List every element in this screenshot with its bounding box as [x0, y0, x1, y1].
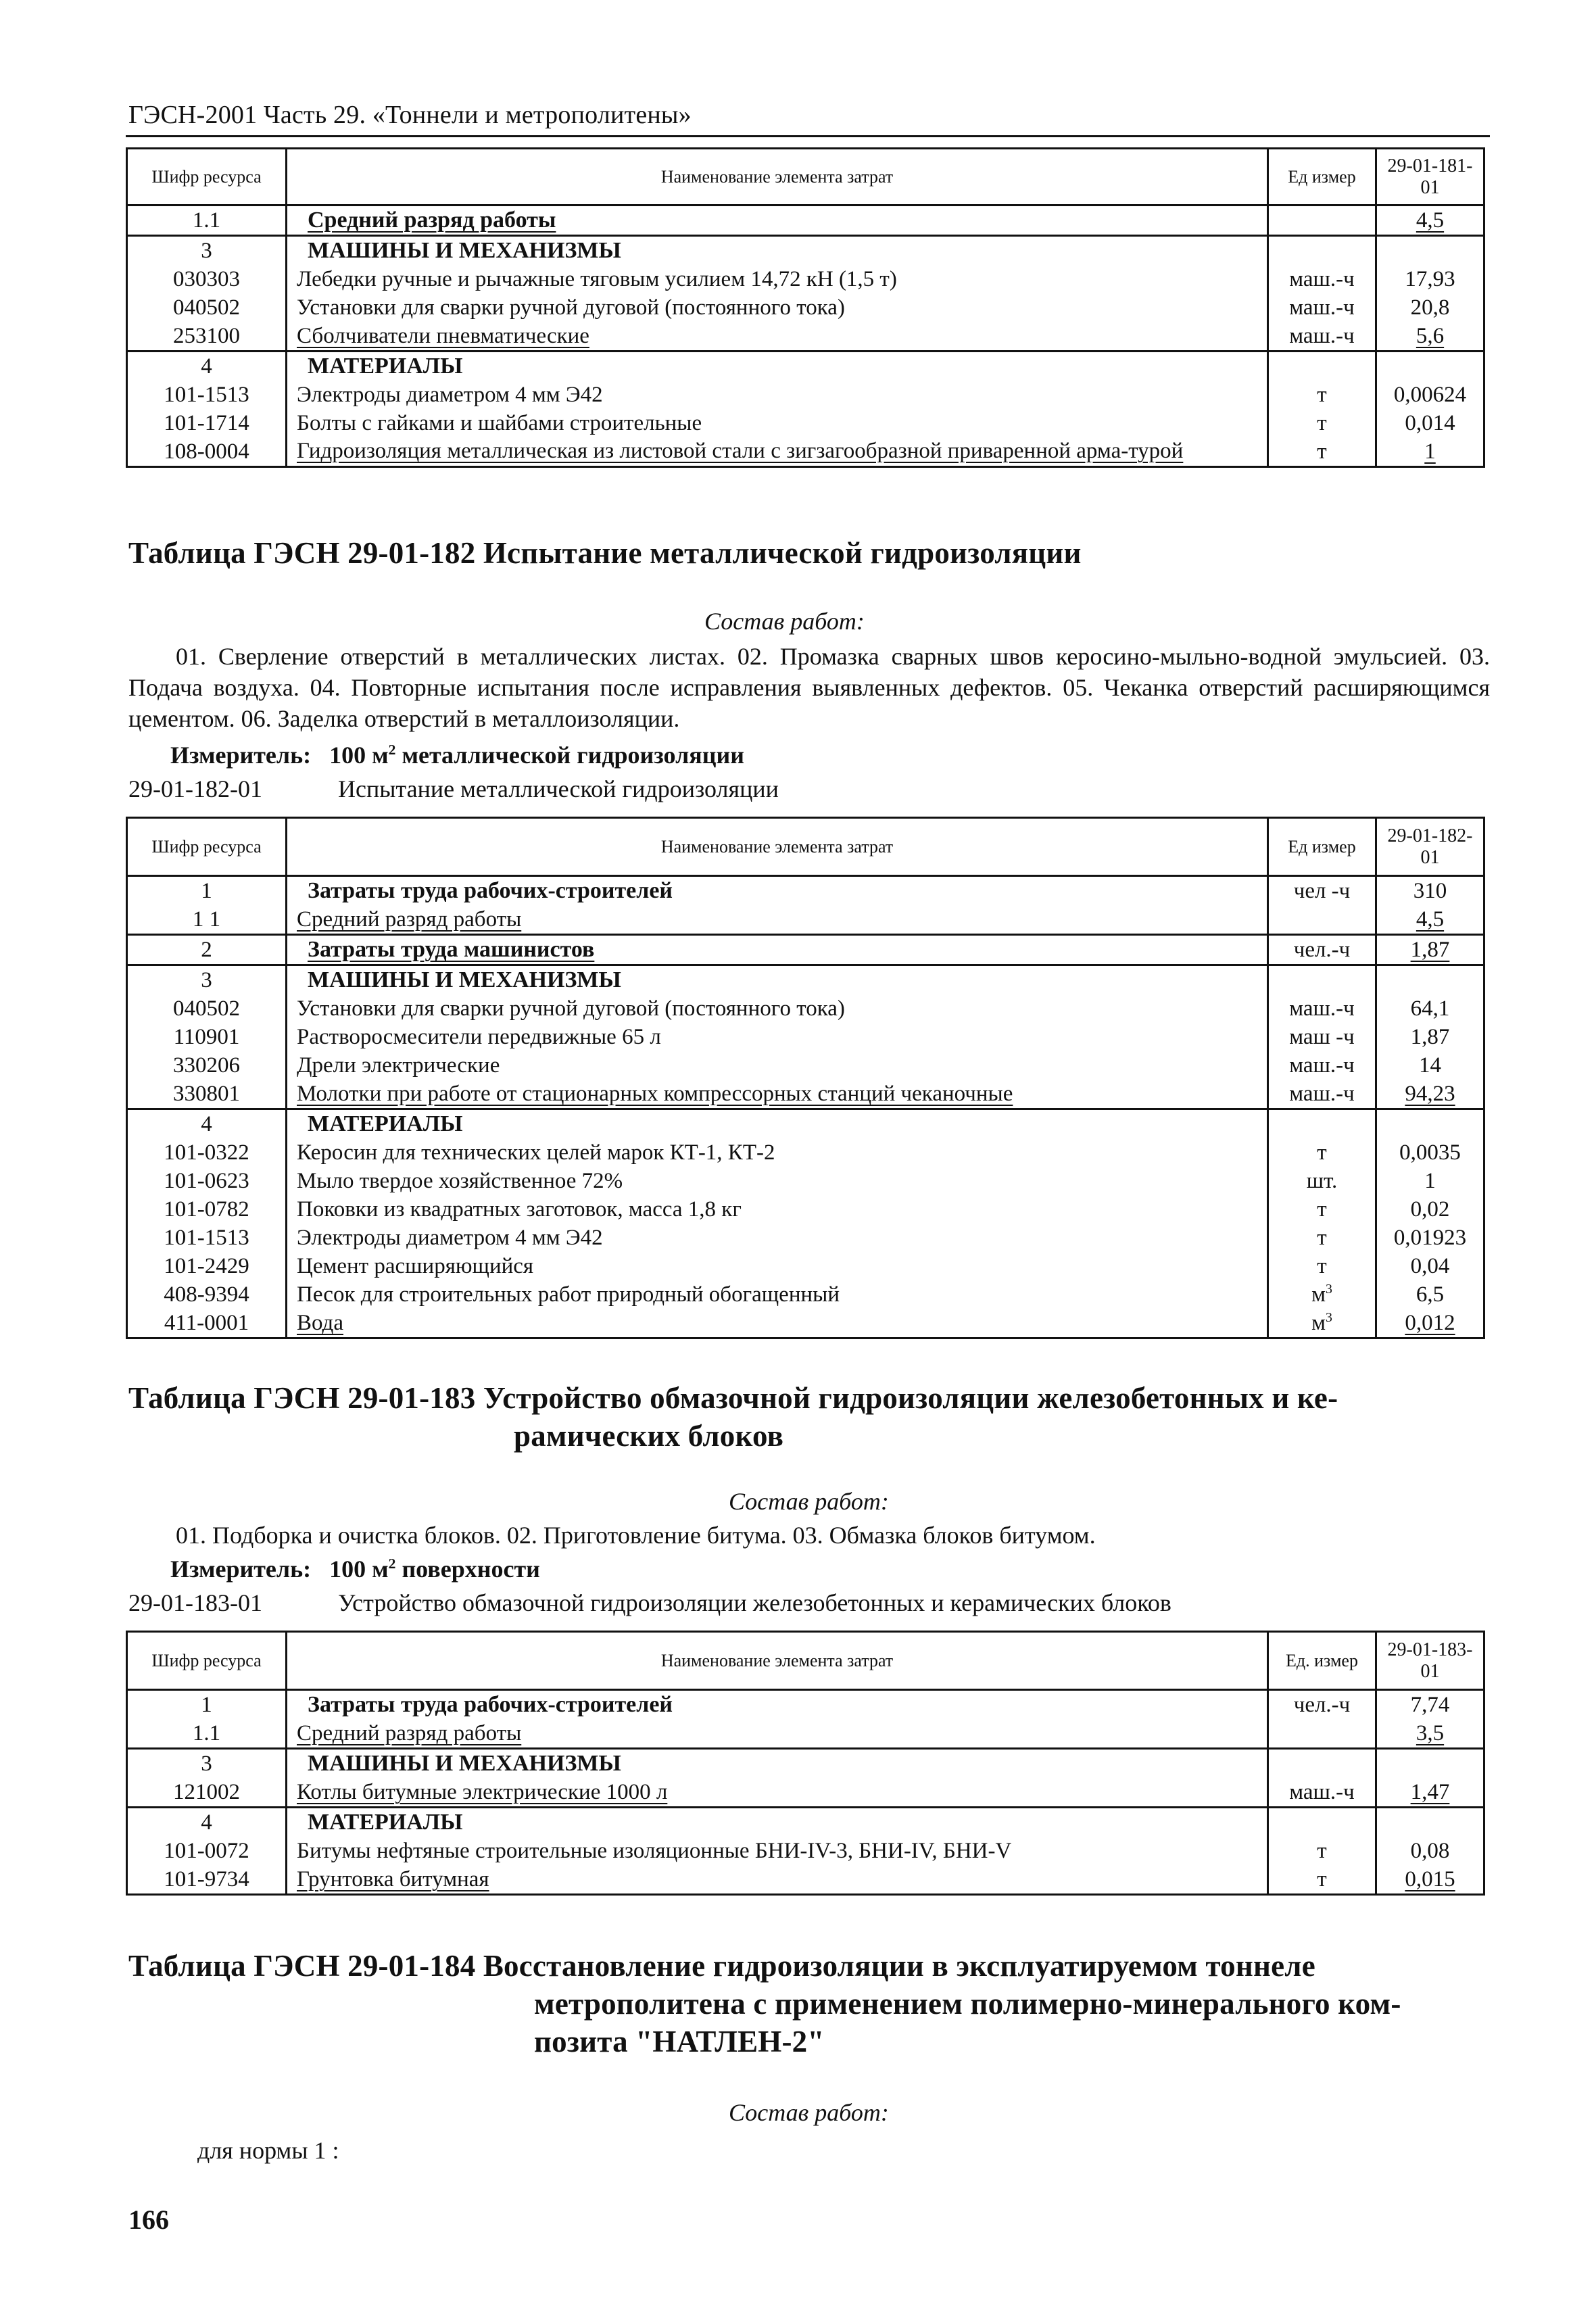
cell-unit: [1268, 905, 1376, 935]
header-rule: [126, 135, 1490, 137]
table-title-183-line1: Таблица ГЭСН 29-01-183 Устройство обмазочной гидроизоляции железобетонных и ке-: [128, 1381, 1338, 1415]
cell-unit: $м^3$: [1268, 1309, 1376, 1338]
cell-unit: маш.-ч: [1268, 265, 1376, 293]
cell-code: 101-0782: [127, 1195, 287, 1224]
cell-val: 0,02: [1376, 1195, 1484, 1224]
table-row: [127, 1195, 1484, 1224]
norm-subtitle: [128, 775, 779, 803]
cell-unit: [1268, 965, 1376, 995]
table-title-184: [128, 1947, 1501, 2060]
cell-unit: т: [1268, 1138, 1376, 1167]
work-composition-label: Состав работ:: [729, 2099, 889, 2126]
cell-val: 20,8: [1376, 293, 1484, 322]
measure-sup: 2: [388, 742, 396, 758]
table-row: [127, 935, 1484, 965]
cell-code: 253100: [127, 322, 287, 352]
cell-code: 101-2429: [127, 1252, 287, 1280]
cell-code: 101-0623: [127, 1167, 287, 1195]
table-row: [127, 1808, 1484, 1837]
table-title-183-line2: рамических блоков: [514, 1419, 784, 1453]
cell-name: Средний разряд работы: [287, 905, 1268, 935]
cell-unit: маш.-ч: [1268, 1080, 1376, 1109]
cell-code: 101-9734: [127, 1865, 287, 1895]
norm-name: Устройство обмазочной гидроизоляции железобетонных и керамических блоков: [338, 1589, 1171, 1616]
unit-sup: 3: [1326, 1310, 1332, 1325]
cell-code: 101-1714: [127, 409, 287, 437]
cell-val: 64,1: [1376, 994, 1484, 1023]
column-header-code: Шифр ресурса: [127, 1632, 287, 1690]
cell-unit: т: [1268, 437, 1376, 467]
table-title-184-line2: метрополитена с применением полимерно-минерального ком-: [534, 1987, 1401, 2021]
cell-code: 4: [127, 352, 287, 381]
cell-val: 0,014: [1376, 409, 1484, 437]
cell-code: 3: [127, 236, 287, 266]
cell-unit: [1268, 236, 1376, 266]
cell-unit: [1268, 352, 1376, 381]
table-row: [127, 1837, 1484, 1865]
cell-name: Керосин для технических целей марок КТ-1, КТ-2: [287, 1138, 1268, 1167]
table-title-182: Таблица ГЭСН 29-01-182 Испытание металлической гидроизоляции: [128, 536, 1082, 570]
cell-unit: маш.-ч: [1268, 994, 1376, 1023]
cell-name: Лебедки ручные и рычажные тяговым усилием 14,72 кН (1,5 т): [287, 265, 1268, 293]
cell-unit: т: [1268, 381, 1376, 409]
measure-line: [170, 1555, 540, 1583]
cell-name: Средний разряд работы: [287, 1719, 1268, 1749]
cell-unit: т: [1268, 1195, 1376, 1224]
cell-val: 4,5: [1376, 206, 1484, 236]
table-row: [127, 1224, 1484, 1252]
measure-label: Измеритель:: [170, 742, 312, 769]
measure-line: [170, 741, 744, 769]
cell-code: 411-0001: [127, 1309, 287, 1338]
cell-val: 1: [1376, 437, 1484, 467]
cell-unit: [1268, 1808, 1376, 1837]
for-norm-label: для нормы 1 :: [197, 2137, 339, 2164]
measure-sup: 2: [388, 1555, 396, 1572]
cell-unit: чел.-ч: [1268, 935, 1376, 965]
column-header-norm: 29-01-181-01: [1376, 149, 1484, 206]
cell-name: Электроды диаметром 4 мм Э42: [287, 381, 1268, 409]
cell-unit: маш.-ч: [1268, 1778, 1376, 1808]
work-composition-text: 01. Сверление отверстий в металлических листах. 02. Промазка сварных швов керосино-мыльно-водной эмульсией. 03. Подача воздуха. 04. Повторные испытания после исправления выявленных дефектов. 05. Чеканка отверстий расширяющимся цементом. 06. Заделка отверстий в металлоизоляции.: [128, 643, 1490, 732]
cell-unit: $м^3$: [1268, 1280, 1376, 1309]
table-row: [127, 1109, 1484, 1139]
cell-val: 0,015: [1376, 1865, 1484, 1895]
running-head: ГЭСН-2001 Часть 29. «Тоннели и метрополитены»: [128, 101, 692, 129]
measure-rest: поверхности: [402, 1555, 540, 1583]
cell-unit: т: [1268, 409, 1376, 437]
cell-name: МАШИНЫ И МЕХАНИЗМЫ: [287, 965, 1268, 995]
cell-name: Гидроизоляция металлическая из листовой стали с зигзагообразной приваренной арма-турой: [287, 437, 1268, 467]
cell-name: Грунтовка битумная: [287, 1865, 1268, 1895]
cell-unit: [1268, 206, 1376, 236]
column-header-norm: 29-01-183-01: [1376, 1632, 1484, 1690]
cell-val: 6,5: [1376, 1280, 1484, 1309]
cell-val: 1: [1376, 1167, 1484, 1195]
cell-code: 408-9394: [127, 1280, 287, 1309]
column-header-name: Наименование элемента затрат: [287, 818, 1268, 876]
table-row: [127, 1080, 1484, 1109]
table-row: [127, 965, 1484, 995]
cell-unit: чел.-ч: [1268, 1690, 1376, 1720]
table-row: [127, 1023, 1484, 1051]
table-row: [127, 206, 1484, 236]
cell-name: МАШИНЫ И МЕХАНИЗМЫ: [287, 1749, 1268, 1779]
cell-unit: т: [1268, 1224, 1376, 1252]
cell-val: [1376, 965, 1484, 995]
cell-code: 1.1: [127, 206, 287, 236]
table-row: [127, 1719, 1484, 1749]
cell-val: 94,23: [1376, 1080, 1484, 1109]
measure-rest: металлической гидроизоляции: [402, 742, 744, 769]
measure-label: Измеритель:: [170, 1555, 312, 1583]
cell-val: 1,47: [1376, 1778, 1484, 1808]
table-row: [127, 1309, 1484, 1338]
cell-val: 0,04: [1376, 1252, 1484, 1280]
column-header-code: Шифр ресурса: [127, 818, 287, 876]
table-row: [127, 1778, 1484, 1808]
cell-unit: маш -ч: [1268, 1023, 1376, 1051]
cell-code: 121002: [127, 1778, 287, 1808]
table-row: [127, 994, 1484, 1023]
cell-unit: [1268, 1749, 1376, 1779]
cell-name: МАШИНЫ И МЕХАНИЗМЫ: [287, 236, 1268, 266]
table-row: [127, 236, 1484, 266]
column-header-name: Наименование элемента затрат: [287, 149, 1268, 206]
cell-unit: т: [1268, 1837, 1376, 1865]
norm-code: 29-01-183-01: [128, 1589, 262, 1616]
cell-val: 0,0035: [1376, 1138, 1484, 1167]
table-title-184-line1: Таблица ГЭСН 29-01-184 Восстановление гидроизоляции в эксплуатируемом тоннеле: [128, 1949, 1315, 1983]
cell-name: Затраты труда машинистов: [287, 935, 1268, 965]
cell-unit: т: [1268, 1865, 1376, 1895]
cell-code: 4: [127, 1109, 287, 1139]
table-body: [127, 206, 1484, 467]
cell-name: Молотки при работе от стационарных компрессорных станций чеканочные: [287, 1080, 1268, 1109]
table-row: [127, 322, 1484, 352]
cell-name: Установки для сварки ручной дуговой (постоянного тока): [287, 994, 1268, 1023]
table-row: [127, 1865, 1484, 1895]
table-row: [127, 381, 1484, 409]
cell-code: 3: [127, 1749, 287, 1779]
cell-unit: [1268, 1109, 1376, 1139]
resource-table-182: [126, 817, 1485, 1339]
cell-code: 1: [127, 1690, 287, 1720]
cell-val: [1376, 352, 1484, 381]
work-composition-label: Состав работ:: [704, 608, 865, 635]
cell-val: 17,93: [1376, 265, 1484, 293]
table-title-183: [128, 1379, 1494, 1455]
table-row: [127, 265, 1484, 293]
column-header-norm: 29-01-182-01: [1376, 818, 1484, 876]
column-header-unit: Ед измер: [1268, 818, 1376, 876]
measure-value: 100 м: [329, 1555, 389, 1583]
cell-name: Электроды диаметром 4 мм Э42: [287, 1224, 1268, 1252]
cell-unit: маш.-ч: [1268, 1051, 1376, 1080]
table-row: [127, 1690, 1484, 1720]
cell-code: 110901: [127, 1023, 287, 1051]
cell-code: 101-0322: [127, 1138, 287, 1167]
column-header-unit: Ед. измер: [1268, 1632, 1376, 1690]
cell-code: 040502: [127, 994, 287, 1023]
column-header-unit: Ед измер: [1268, 149, 1376, 206]
table-row: [127, 352, 1484, 381]
cell-val: 0,08: [1376, 1837, 1484, 1865]
cell-code: 030303: [127, 265, 287, 293]
table-row: [127, 409, 1484, 437]
column-header-name: Наименование элемента затрат: [287, 1632, 1268, 1690]
cell-unit: [1268, 1719, 1376, 1749]
cell-unit: т: [1268, 1252, 1376, 1280]
column-header-code: Шифр ресурса: [127, 149, 287, 206]
cell-val: 310: [1376, 876, 1484, 906]
cell-val: 0,01923: [1376, 1224, 1484, 1252]
cell-name: Дрели электрические: [287, 1051, 1268, 1080]
cell-code: 101-1513: [127, 381, 287, 409]
cell-name: Средний разряд работы: [287, 206, 1268, 236]
cell-name: МАТЕРИАЛЫ: [287, 1808, 1268, 1837]
table-row: [127, 293, 1484, 322]
cell-unit: чел -ч: [1268, 876, 1376, 906]
cell-code: 101-1513: [127, 1224, 287, 1252]
cell-unit: маш.-ч: [1268, 293, 1376, 322]
table-body: [127, 1690, 1484, 1895]
cell-name: МАТЕРИАЛЫ: [287, 352, 1268, 381]
cell-code: 330801: [127, 1080, 287, 1109]
table-row: [127, 437, 1484, 467]
cell-unit: шт.: [1268, 1167, 1376, 1195]
resource-table-181: [126, 147, 1485, 468]
cell-name: Мыло твердое хозяйственное 72%: [287, 1167, 1268, 1195]
table-row: [127, 1252, 1484, 1280]
cell-name: Цемент расширяющийся: [287, 1252, 1268, 1280]
cell-code: 1: [127, 876, 287, 906]
norm-subtitle: [128, 1589, 1171, 1617]
cell-val: [1376, 1808, 1484, 1837]
table-row: [127, 905, 1484, 935]
cell-name: Болты с гайками и шайбами строительные: [287, 409, 1268, 437]
cell-name: Затраты труда рабочих-строителей: [287, 876, 1268, 906]
measure-value: 100 м: [329, 742, 389, 769]
cell-val: [1376, 236, 1484, 266]
cell-code: 101-0072: [127, 1837, 287, 1865]
cell-name: Песок для строительных работ природный обогащенный: [287, 1280, 1268, 1309]
cell-code: 040502: [127, 293, 287, 322]
cell-name: Растворосмесители передвижные 65 л: [287, 1023, 1268, 1051]
cell-val: 4,5: [1376, 905, 1484, 935]
cell-val: 5,6: [1376, 322, 1484, 352]
table-row: [127, 1749, 1484, 1779]
resource-table-183: [126, 1631, 1485, 1896]
page-number: 166: [128, 2204, 169, 2235]
cell-code: 4: [127, 1808, 287, 1837]
cell-code: 108-0004: [127, 437, 287, 467]
cell-name: Битумы нефтяные строительные изоляционные БНИ-IV-3, БНИ-IV, БНИ-V: [287, 1837, 1268, 1865]
work-composition-label: Состав работ:: [729, 1488, 889, 1515]
table-body: [127, 876, 1484, 1338]
cell-val: 7,74: [1376, 1690, 1484, 1720]
table-row: [127, 1138, 1484, 1167]
cell-code: 2: [127, 935, 287, 965]
cell-val: [1376, 1109, 1484, 1139]
cell-val: 3,5: [1376, 1719, 1484, 1749]
norm-name: Испытание металлической гидроизоляции: [338, 775, 779, 802]
cell-name: МАТЕРИАЛЫ: [287, 1109, 1268, 1139]
cell-name: Установки для сварки ручной дуговой (постоянного тока): [287, 293, 1268, 322]
work-composition-text: 01. Подборка и очистка блоков. 02. Приготовление битума. 03. Обмазка блоков битумом.: [176, 1522, 1096, 1549]
cell-name: Котлы битумные электрические 1000 л: [287, 1778, 1268, 1808]
cell-unit: маш.-ч: [1268, 322, 1376, 352]
norm-code: 29-01-182-01: [128, 775, 262, 802]
table-row: [127, 1167, 1484, 1195]
cell-name: Поковки из квадратных заготовок, масса 1,8 кг: [287, 1195, 1268, 1224]
table-title-184-line3: позита "НАТЛЕН-2": [534, 2025, 825, 2058]
cell-code: 3: [127, 965, 287, 995]
unit-sup: 3: [1326, 1282, 1332, 1297]
cell-val: 1,87: [1376, 1023, 1484, 1051]
cell-val: 0,00624: [1376, 381, 1484, 409]
cell-val: [1376, 1749, 1484, 1779]
cell-code: 1 1: [127, 905, 287, 935]
cell-val: 1,87: [1376, 935, 1484, 965]
cell-name: Сболчиватели пневматические: [287, 322, 1268, 352]
cell-val: 14: [1376, 1051, 1484, 1080]
table-row: [127, 1051, 1484, 1080]
cell-code: 330206: [127, 1051, 287, 1080]
cell-val: 0,012: [1376, 1309, 1484, 1338]
table-row: [127, 1280, 1484, 1309]
table-row: [127, 876, 1484, 906]
cell-code: 1.1: [127, 1719, 287, 1749]
cell-name: Вода: [287, 1309, 1268, 1338]
cell-name: Затраты труда рабочих-строителей: [287, 1690, 1268, 1720]
